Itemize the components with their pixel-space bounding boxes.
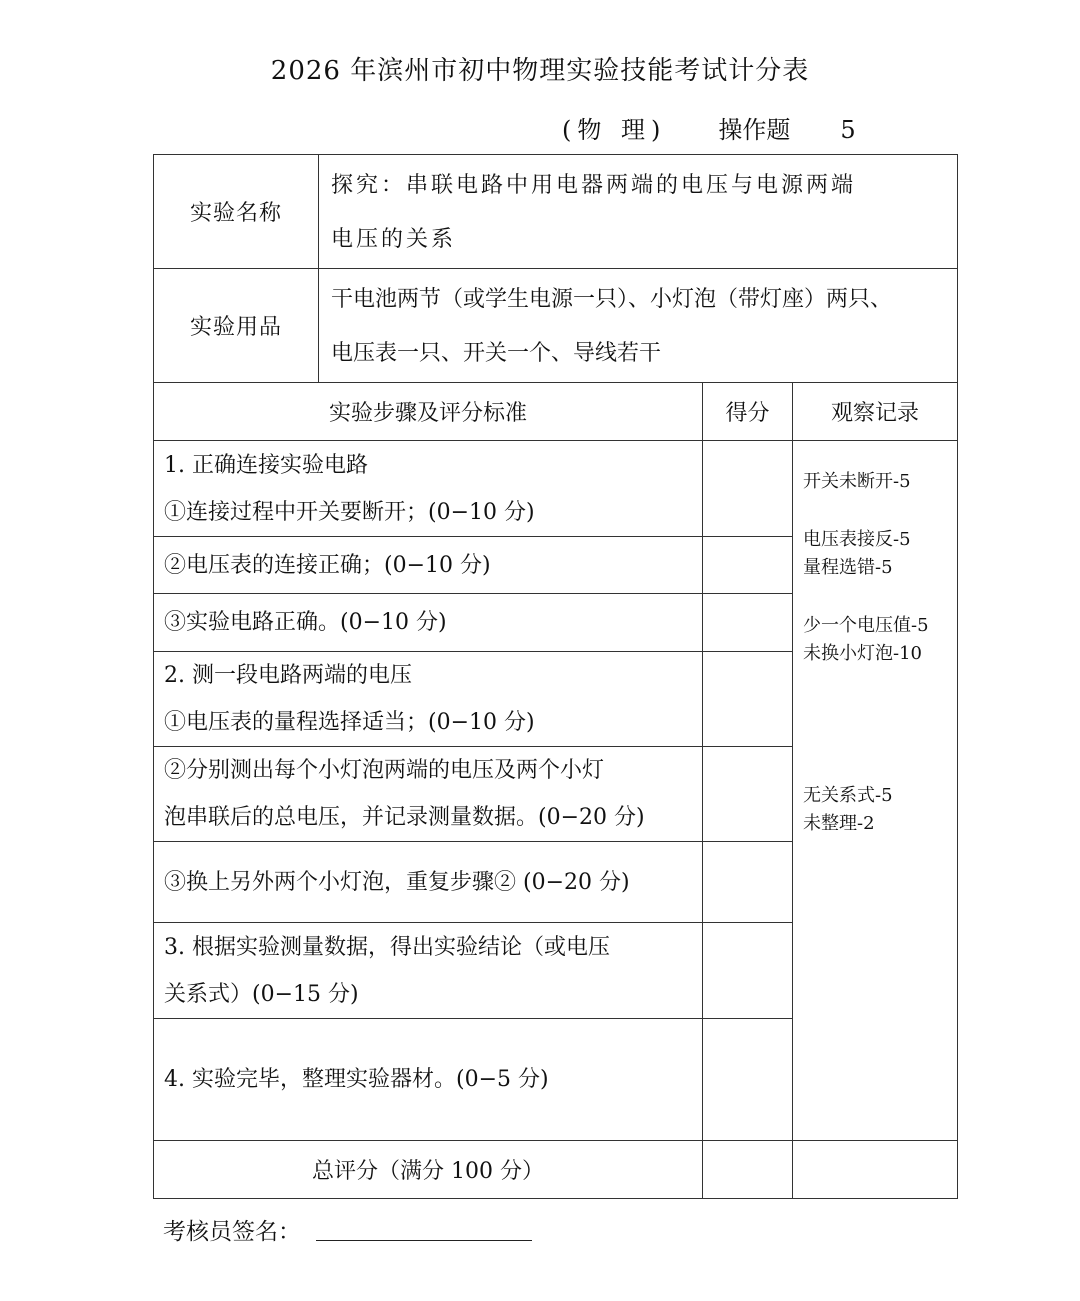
document-title: 2026 年滨州市初中物理实验技能考试计分表 (270, 56, 810, 86)
observation-line: 电压表接反-5 (803, 529, 911, 550)
score-cell[interactable] (703, 747, 793, 842)
step-row (154, 441, 958, 537)
steps-header: 实验步骤及评分标准 (154, 383, 703, 441)
observation-note (803, 526, 957, 582)
step-text (154, 652, 703, 747)
question-number: 5 (840, 116, 856, 144)
experiment-name-label: 实验名称 (154, 155, 319, 269)
examiner-signature-label: 考核员签名： (163, 1219, 301, 1245)
experiment-name-row (154, 155, 958, 269)
score-cell[interactable] (703, 842, 793, 923)
experiment-items-label: 实验用品 (154, 269, 319, 383)
score-cell[interactable] (703, 594, 793, 652)
score-header: 得分 (703, 383, 793, 441)
score-cell[interactable] (703, 652, 793, 747)
score-cell[interactable] (703, 1019, 793, 1141)
step-line: 4. 实验完毕，整理实验器材。(0−5 分) (164, 1067, 549, 1092)
observation-line: 未换小灯泡-10 (803, 643, 922, 664)
observation-note (803, 612, 957, 668)
step-line: ③实验电路正确。(0−10 分) (164, 610, 447, 635)
experiment-items-line: 干电池两节（或学生电源一只）、小灯泡（带灯座）两只、 (331, 286, 893, 312)
step-text (154, 441, 703, 537)
step-line: 2. 测一段电路两端的电压 (164, 663, 412, 688)
experiment-name-value (319, 155, 958, 269)
document-subtitle (562, 110, 856, 145)
question-type: 操作题 (718, 116, 791, 144)
observation-line: 无关系式-5 (803, 785, 893, 806)
step-text (154, 594, 703, 652)
observation-line: 开关未断开-5 (803, 471, 911, 492)
observation-note (803, 468, 957, 496)
experiment-items-value (319, 269, 958, 383)
observation-line: 量程选错-5 (803, 557, 893, 578)
observation-line: 未整理-2 (803, 813, 875, 834)
experiment-name-line: 电压的关系 (331, 226, 457, 252)
observation-header: 观察记录 (793, 383, 958, 441)
observation-column (793, 441, 958, 1141)
experiment-items-line: 电压表一只、开关一个、导线若干 (331, 340, 662, 366)
step-line: 1. 正确连接实验电路 (164, 452, 368, 478)
header-row (154, 383, 958, 441)
step-text (154, 537, 703, 594)
total-label: 总评分（满分 100 分） (154, 1141, 703, 1199)
step-text (154, 1019, 703, 1141)
observation-line: 少一个电压值-5 (803, 615, 929, 636)
step-line: ①电压表的量程选择适当；(0−10 分) (164, 710, 535, 735)
total-observation-cell (793, 1141, 958, 1199)
experiment-items-row (154, 269, 958, 383)
step-line: ②电压表的连接正确；(0−10 分) (164, 552, 491, 578)
step-line: ②分别测出每个小灯泡两端的电压及两个小灯 (164, 758, 605, 783)
signature-line[interactable] (316, 1240, 532, 1241)
score-cell[interactable] (703, 923, 793, 1019)
step-line: 关系式）(0−15 分) (164, 981, 359, 1007)
step-line: ①连接过程中开关要断开；(0−10 分) (164, 499, 535, 525)
subject-label: (物 理) (562, 116, 667, 144)
total-score-cell[interactable] (703, 1141, 793, 1199)
step-line: 3. 根据实验测量数据，得出实验结论（或电压 (164, 934, 610, 960)
total-row (154, 1141, 958, 1199)
score-cell[interactable] (703, 537, 793, 594)
step-line: ③换上另外两个小灯泡，重复步骤② (0−20 分) (164, 869, 630, 895)
step-text (154, 923, 703, 1019)
observation-note (803, 782, 957, 838)
experiment-name-line: 探究：串联电路中用电器两端的电压与电源两端 (331, 172, 857, 198)
step-text (154, 747, 703, 842)
score-cell[interactable] (703, 441, 793, 537)
score-sheet-table (153, 154, 958, 1199)
step-text (154, 842, 703, 923)
step-line: 泡串联后的总电压，并记录测量数据。(0−20 分) (164, 805, 645, 830)
